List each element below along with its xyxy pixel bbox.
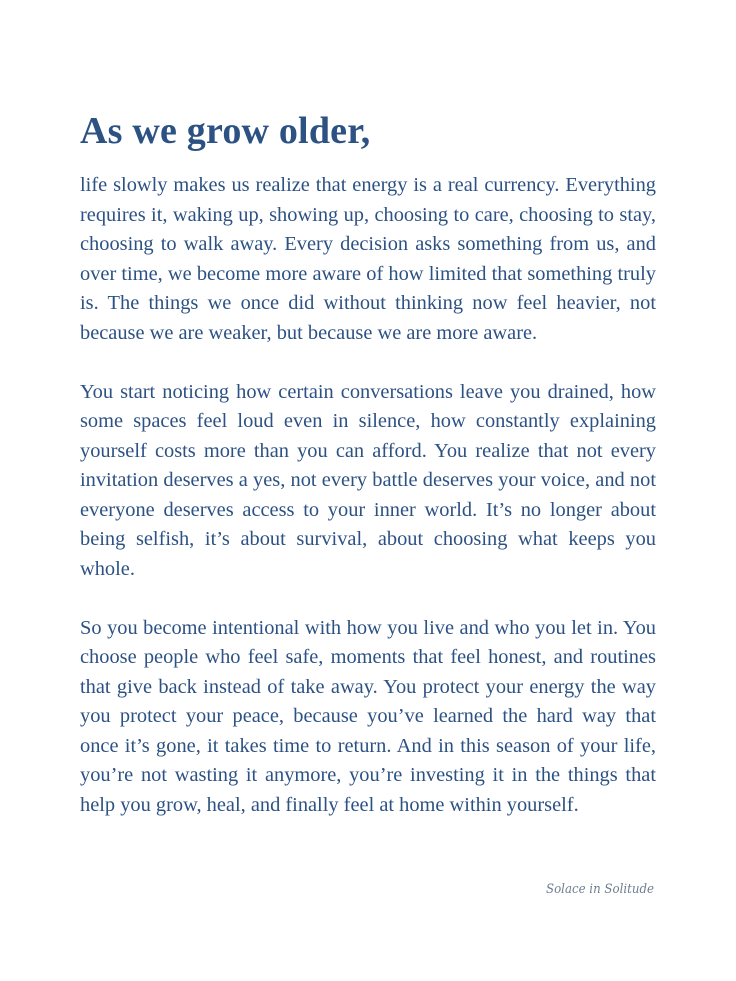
- paragraph-1: life slowly makes us realize that energy is a real currency. Everything requires it, waking up, showing up, choosing to care, choosing to stay, choosing to walk away. Every decision asks something from us, and over time, we become more aware of how limited that something truly is. The things we once did without thinking now feel heavier, not because we are weaker, but because we are more aware.: [80, 174, 656, 344]
- article-body: [80, 108, 656, 820]
- signature-text: Solace in Solitude: [546, 882, 655, 897]
- signature-script: [544, 874, 656, 902]
- paragraph-3: So you become intentional with how you live and who you let in. You choose people who feel safe, moments that feel honest, and routines that give back instead of take away. You protect your energy the way you protect your peace, because you’ve learned the hard way that once it’s gone, it takes time to return. And in this season of your life, you’re not wasting it anymore, you’re investing it in the things that help you grow, heal, and finally feel at home within yourself.: [80, 616, 656, 816]
- page-title: As we grow older,: [80, 110, 371, 152]
- paragraph-2: You start noticing how certain conversations leave you drained, how some spaces feel loud even in silence, how constantly explaining yourself costs more than you can afford. You realize that not every invitation deserves a yes, not every battle deserves your voice, and not everyone deserves access to your inner world. It’s no longer about being selfish, it’s about survival, about choosing what keeps you whole.: [80, 380, 656, 580]
- signature-logo: [544, 874, 656, 902]
